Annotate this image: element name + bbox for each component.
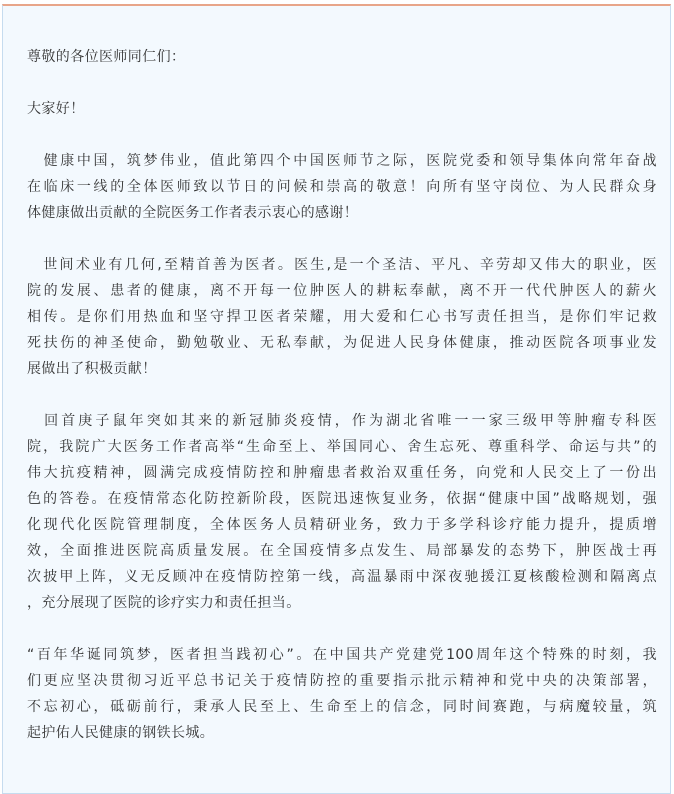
letter-card (2, 4, 671, 794)
paragraph-line: 化现代化医院管理制度，全体医务人员精研业务，致力于多学科诊疗能力提升，提质增 (27, 517, 657, 533)
paragraph-line: ，充分展现了医院的诊疗实力和责任担当。 (27, 595, 301, 611)
paragraph-line: 死扶伤的神圣使命，勤勉敬业、无私奉献，为促进人民身体健康，推动医院各项事业发 (27, 335, 657, 351)
paragraph-line: “百年华诞同筑梦，医者担当践初心”。在中国共产党建党100周年这个特殊的时刻，我 (27, 647, 657, 663)
spacer (27, 122, 657, 148)
paragraph-line: 院，我院广大医务工作者高举“生命至上、举国同心、舍生忘死、尊重科学、命运与共”的 (27, 439, 657, 455)
paragraph-line: 次披甲上阵，义无反顾冲在疫情防控第一线，高温暴雨中深夜驰援江夏核酸检测和隔离点 (27, 569, 657, 585)
spacer (27, 382, 657, 408)
spacer (27, 226, 657, 252)
paragraph-line: 健康中国，筑梦伟业，值此第四个中国医师节之际，医院党委和领导集体向常年奋战 (27, 153, 657, 169)
paragraph-line: 不忘初心，砥砺前行，秉承人民至上、生命至上的信念，同时间赛跑，与病魔较量，筑 (27, 699, 657, 715)
spacer (27, 616, 657, 642)
salutation: 尊敬的各位医师同仁们： (27, 49, 186, 65)
paragraph-line: 效，全面推进医院高质量发展。在全国疫情多点发生、局部暴发的态势下，肿医战士再 (27, 543, 657, 559)
paragraph-line: 世间术业有几何,至精首善为医者。医生,是一个圣洁、平凡、辛劳却又伟大的职业，医 (27, 257, 657, 273)
paragraph-3 (27, 408, 657, 616)
paragraph-line: 伟大抗疫精神，圆满完成疫情防控和肿瘤患者救治双重任务，向党和人民交上了一份出 (27, 465, 657, 481)
greeting: 大家好！ (27, 101, 85, 117)
paragraph-line: 们更应坚决贯彻习近平总书记关于疫情防控的重要指示批示精神和党中央的决策部署， (27, 673, 657, 689)
paragraph-line: 体健康做出贡献的全院医务工作者表示衷心的感谢！ (27, 205, 359, 221)
paragraph-1 (27, 148, 657, 226)
paragraph-line: 相传。是你们用热血和坚守捍卫医者荣耀，用大爱和仁心书写责任担当，是你们牢记救 (27, 309, 657, 325)
paragraph-line: 回首庚子鼠年突如其来的新冠肺炎疫情，作为湖北省唯一一家三级甲等肿瘤专科医 (27, 413, 657, 429)
paragraph-line: 在临床一线的全体医师致以节日的问候和崇高的敬意！向所有坚守岗位、为人民群众身 (27, 179, 657, 195)
paragraph-4 (27, 642, 657, 746)
spacer (27, 70, 657, 96)
paragraph-line: 起护佑人民健康的钢铁长城。 (27, 725, 215, 741)
paragraph-line: 色的答卷。在疫情常态化防控新阶段，医院迅速恢复业务，依据“健康中国”战略规划，强 (27, 491, 657, 507)
paragraph-line: 院的发展、患者的健康，离不开每一位肿医人的耕耘奉献，离不开一代代肿医人的薪火 (27, 283, 657, 299)
letter-body (27, 44, 657, 746)
paragraph-line: 展做出了积极贡献！ (27, 361, 157, 377)
paragraph-2 (27, 252, 657, 382)
